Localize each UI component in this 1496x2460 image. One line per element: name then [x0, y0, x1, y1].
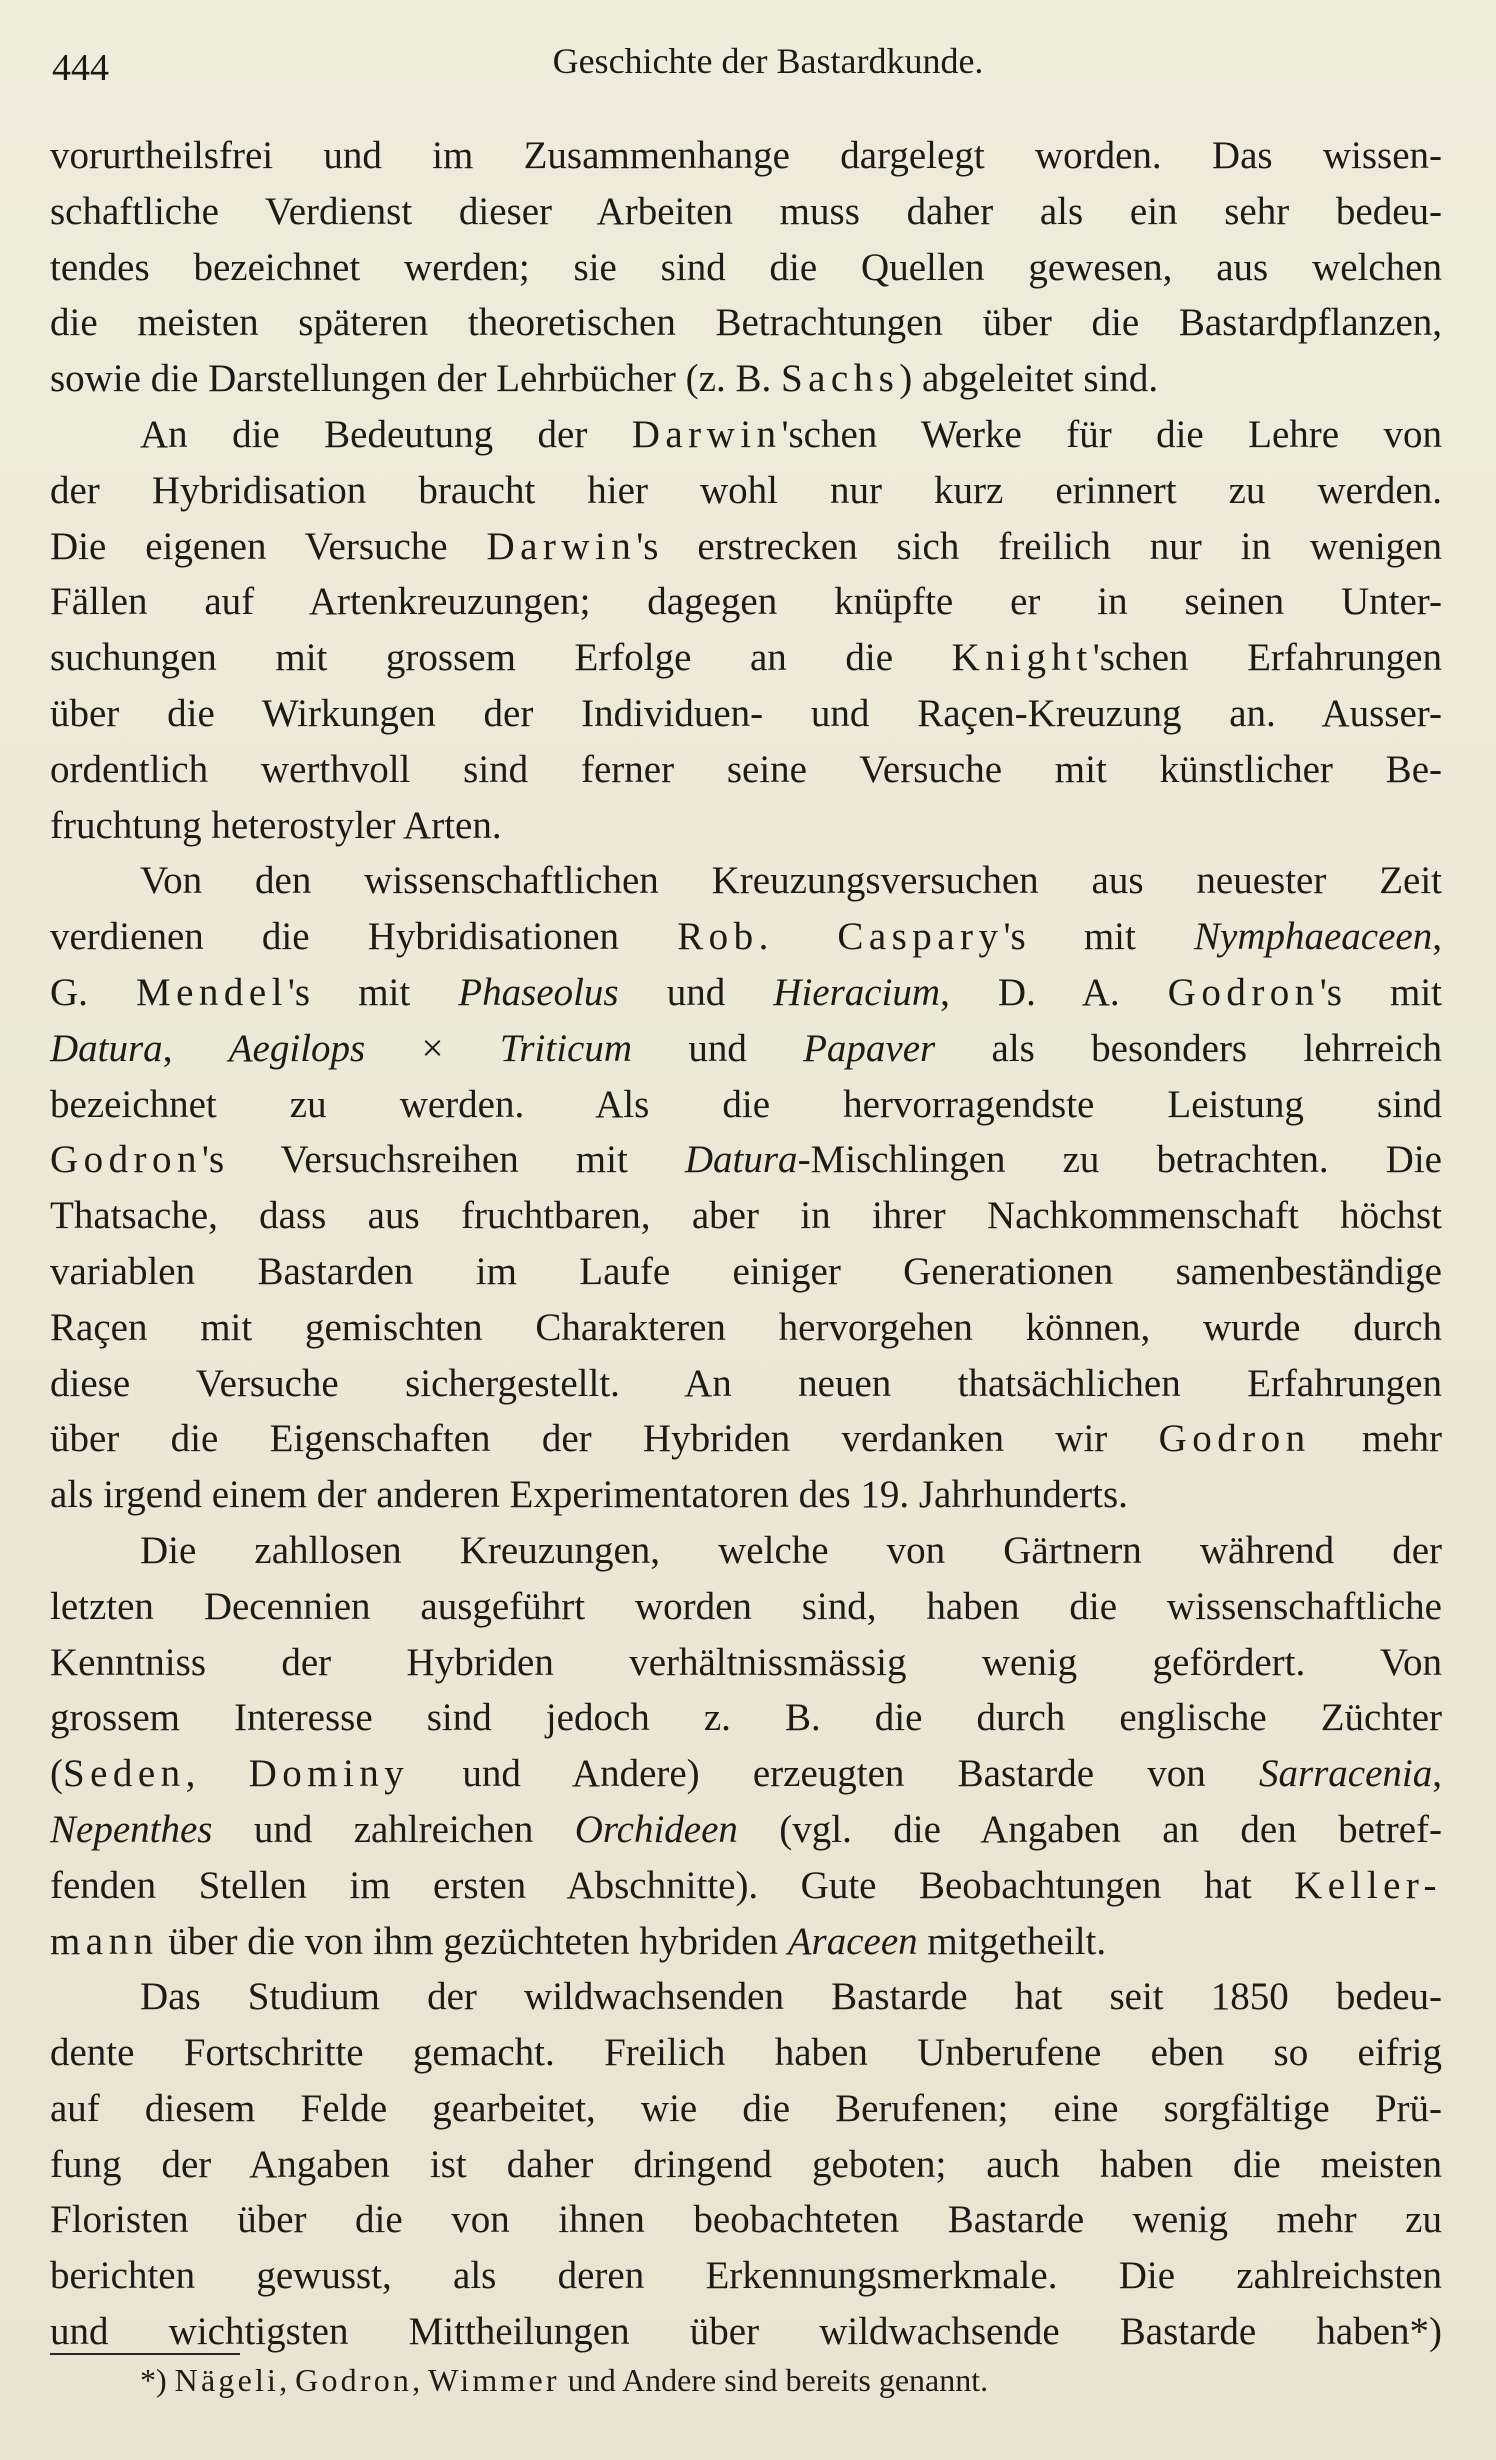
- text-line: fenden Stellen im ersten Abschnitte). Gute Beobachtungen hat Keller-: [50, 1863, 1442, 1907]
- body-text: [50, 128, 1442, 2360]
- author-name: Darwin: [486, 524, 637, 568]
- author-name: Knight: [951, 636, 1093, 680]
- page-number: 444: [52, 47, 109, 89]
- author-name: Darwin: [631, 412, 782, 456]
- text-line: bezeichnet zu werden. Als die hervorragendste Leistung sind: [50, 1082, 1442, 1126]
- taxon-name: Phaseolus: [458, 970, 619, 1014]
- text-line: die meisten späteren theoretischen Betrachtungen über die Bastardpflanzen,: [50, 301, 1442, 345]
- author-name: Sachs: [780, 357, 900, 401]
- author-name: Dominy: [248, 1752, 410, 1796]
- text-line: grossem Interesse sind jedoch z. B. die durch englische Züchter: [50, 1696, 1442, 1740]
- text-line: sowie die Darstellungen der Lehrbücher (z. B. Sachs) abgeleitet sind.: [50, 357, 1159, 401]
- text-line: Godron's Versuchsreihen mit Datura-Mischlingen zu betrachten. Die: [50, 1138, 1442, 1182]
- text-line: vorurtheilsfrei und im Zusammenhange dargelegt worden. Das wissen-: [50, 134, 1442, 177]
- taxon-name: Nepenthes: [50, 1807, 213, 1851]
- text-line: Fällen auf Artenkreuzungen; dagegen knüpfte er in seinen Unter-: [50, 580, 1442, 624]
- text-line: Von den wissenschaftlichen Kreuzungsversuchen aus neuester Zeit: [140, 859, 1442, 903]
- page-header: [52, 40, 1444, 100]
- text-line: dente Fortschritte gemacht. Freilich haben Unberufene eben so eifrig: [50, 2031, 1442, 2075]
- footnote-text: und Andere sind bereits genannt.: [559, 2362, 989, 2398]
- text-line: ordentlich werthvoll sind ferner seine Versuche mit künstlicher Be-: [50, 747, 1442, 791]
- text-line: Raçen mit gemischten Charakteren hervorgehen können, wurde durch: [50, 1305, 1442, 1349]
- text-line: fung der Angaben ist daher dringend geboten; auch haben die meisten: [50, 2142, 1442, 2186]
- footnote: *) Nägeli, Godron, Wimmer und Andere sind bereits genannt.: [140, 2362, 989, 2398]
- text-line: als irgend einem der anderen Experimentatoren des 19. Jahrhunderts.: [50, 1473, 1128, 1517]
- text-line: An die Bedeutung der Darwin'schen Werke für die Lehre von: [140, 412, 1442, 456]
- text-line: Thatsache, dass aus fruchtbaren, aber in ihrer Nachkommenschaft höchst: [50, 1194, 1442, 1238]
- taxon-name: Datura: [50, 1026, 163, 1070]
- author-name: Rob. Caspary: [677, 915, 1004, 959]
- text-line: schaftliche Verdienst dieser Arbeiten muss daher als ein sehr bedeu-: [50, 189, 1442, 233]
- text-line: fruchtung heterostyler Arten.: [50, 803, 502, 847]
- text-line: letzten Decennien ausgeführt worden sind, haben die wissenschaftliche: [50, 1584, 1442, 1628]
- text-line: mann über die von ihm gezüchteten hybriden Araceen mitgetheilt.: [50, 1919, 1107, 1963]
- text-line: Kenntniss der Hybriden verhältnissmässig wenig gefördert. Von: [50, 1640, 1442, 1684]
- taxon-name: Triticum: [499, 1026, 633, 1070]
- text-line: und wichtigsten Mittheilungen über wildwachsende Bastarde haben*): [50, 2310, 1442, 2354]
- running-title: Geschichte der Bastardkunde.: [552, 41, 984, 81]
- text-line: Die eigenen Versuche Darwin's erstrecken sich freilich nur in wenigen: [50, 524, 1442, 568]
- text-line: (Seden, Dominy und Andere) erzeugten Bastarde von Sarracenia,: [50, 1752, 1443, 1796]
- text-line: der Hybridisation braucht hier wohl nur kurz erinnert zu werden.: [50, 468, 1442, 512]
- text-line: auf diesem Felde gearbeitet, wie die Berufenen; eine sorgfältige Prü-: [50, 2086, 1442, 2130]
- taxon-name: Datura: [684, 1138, 798, 1182]
- author-name: Godron: [1158, 1417, 1311, 1461]
- taxon-name: Aegilops: [228, 1026, 366, 1070]
- text-line: Floristen über die von ihnen beobachteten Bastarde wenig mehr zu: [50, 2198, 1442, 2242]
- footnote-marker: *): [140, 2362, 175, 2398]
- taxon-name: Hieracium: [773, 970, 941, 1014]
- text-line: berichten gewusst, als deren Erkennungsmerkmale. Die zahlreichsten: [50, 2254, 1442, 2298]
- author-name: Godron: [1167, 970, 1320, 1014]
- author-name: mann: [50, 1919, 159, 1963]
- taxon-name: Nymphaeaceen: [1194, 915, 1433, 959]
- text-line: G. Mendel's mit Phaseolus und Hieracium, D. A. Godron's mit: [50, 970, 1442, 1014]
- taxon-name: Sarracenia: [1258, 1752, 1433, 1796]
- taxon-name: Papaver: [803, 1026, 936, 1070]
- footnote-rule: [50, 2353, 240, 2355]
- author-name: Godron: [295, 2362, 413, 2398]
- author-name: Mendel: [136, 970, 288, 1014]
- taxon-name: Orchideen: [574, 1807, 738, 1851]
- text-line: diese Versuche sichergestellt. An neuen thatsächlichen Erfahrungen: [50, 1361, 1442, 1405]
- text-line: Datura, Aegilops × Triticum und Papaver als besonders lehrreich: [50, 1026, 1442, 1070]
- author-name: Seden: [63, 1752, 186, 1796]
- text-line: über die Wirkungen der Individuen- und Raçen-Kreuzung an. Ausser-: [50, 691, 1442, 735]
- text-line: Nepenthes und zahlreichen Orchideen (vgl. die Angaben an den betref-: [50, 1807, 1442, 1851]
- text-line: tendes bezeichnet werden; sie sind die Quellen gewesen, aus welchen: [50, 245, 1442, 289]
- text-line: Die zahllosen Kreuzungen, welche von Gärtnern während der: [140, 1528, 1442, 1572]
- text-line: Das Studium der wildwachsenden Bastarde hat seit 1850 bedeu-: [140, 1975, 1442, 2019]
- text-line: variablen Bastarden im Laufe einiger Generationen samenbeständige: [50, 1249, 1442, 1293]
- author-name: Nägeli: [174, 2362, 280, 2398]
- author-name: Keller-: [1294, 1863, 1442, 1907]
- text-line: über die Eigenschaften der Hybriden verdanken wir Godron mehr: [50, 1417, 1443, 1461]
- text-line: suchungen mit grossem Erfolge an die Knight'schen Erfahrungen: [50, 636, 1442, 680]
- text-line: verdienen die Hybridisationen Rob. Caspary's mit Nymphaeaceen,: [50, 915, 1442, 959]
- taxon-name: Araceen: [787, 1919, 918, 1963]
- author-name: Wimmer: [428, 2362, 560, 2398]
- author-name: Godron: [50, 1138, 202, 1182]
